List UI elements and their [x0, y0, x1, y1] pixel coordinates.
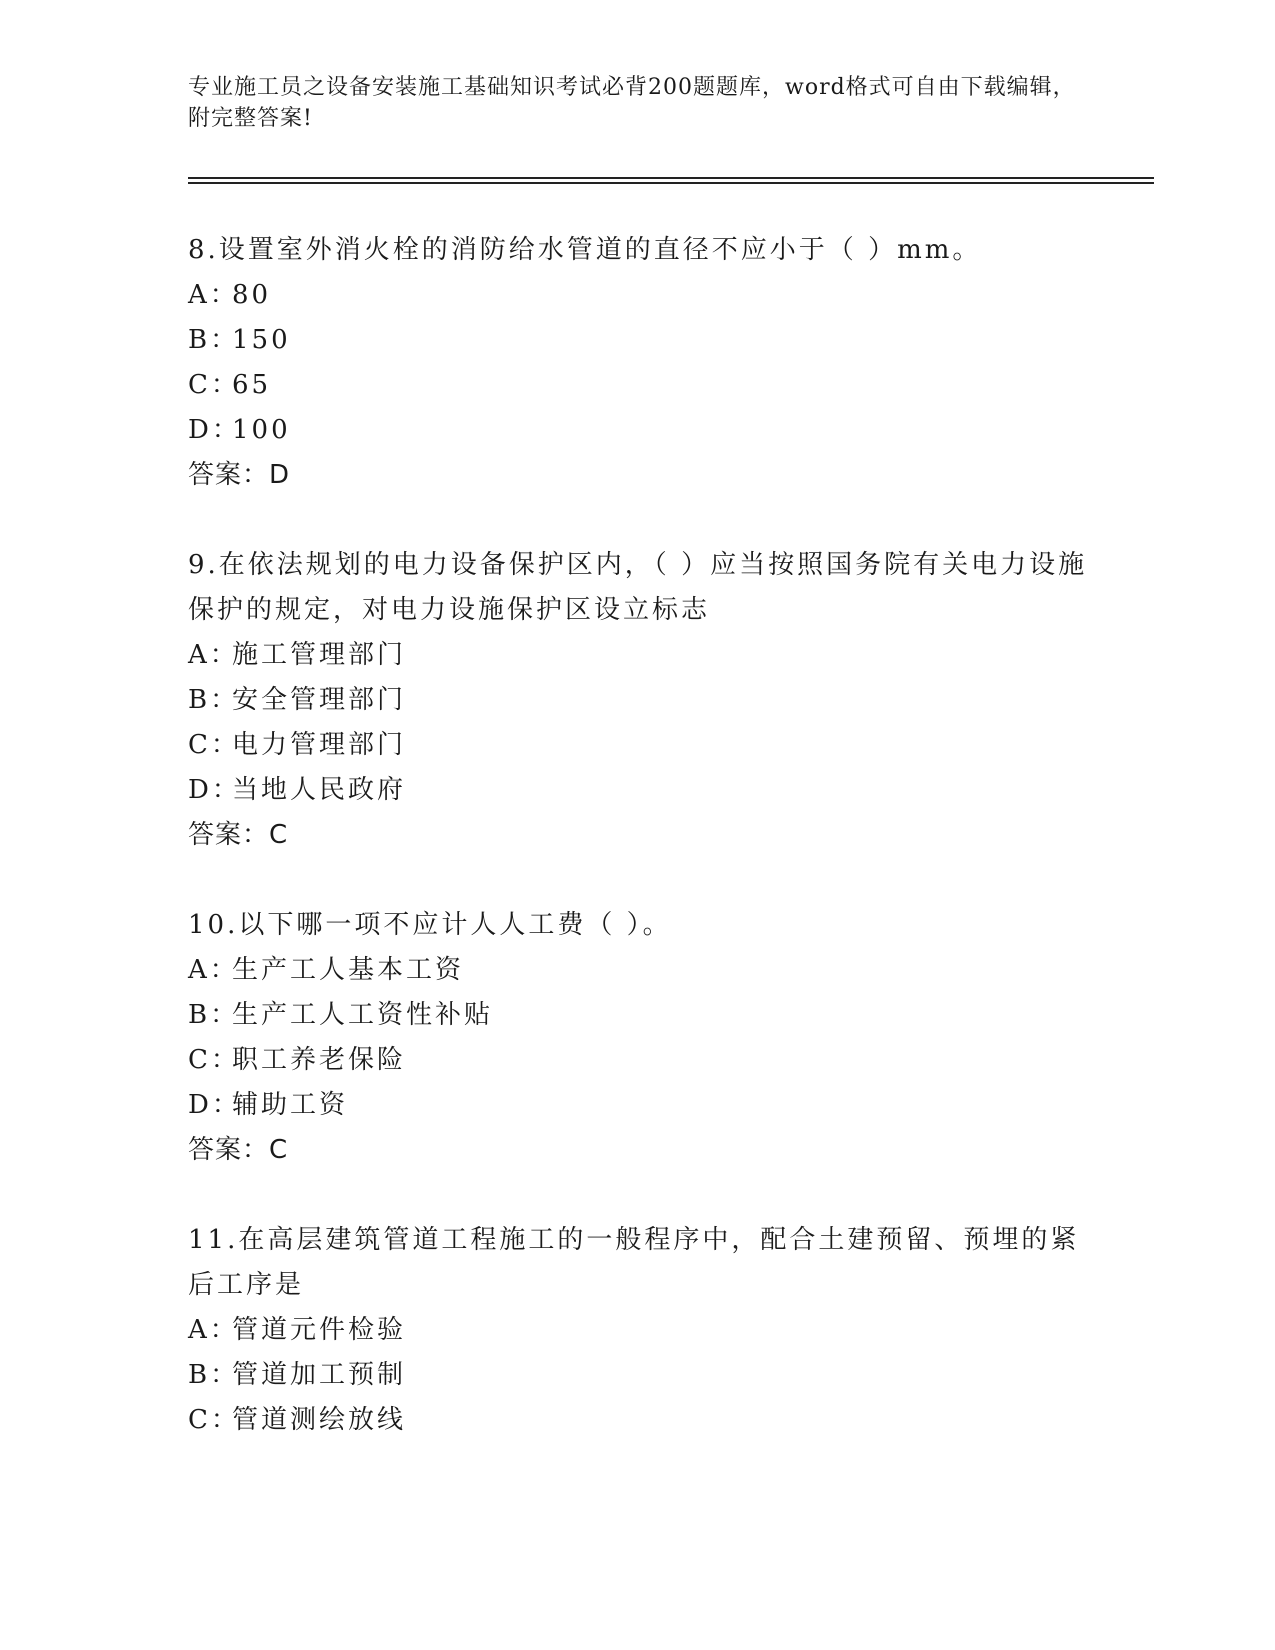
option-text: 80: [232, 280, 272, 310]
option-text: 管道测绘放线: [232, 1405, 407, 1435]
option-key: A：: [188, 1315, 239, 1345]
question-text: 8.设置室外消火栓的消防给水管道的直径不应小于（ ）mm。: [188, 235, 982, 265]
question-text: 10.以下哪一项不应计人人工费（ ）。: [188, 910, 672, 940]
option-row: [188, 1308, 1088, 1353]
header-divider-bottom: [188, 182, 1154, 184]
option-text: 100: [232, 415, 291, 445]
question-block: [188, 543, 1088, 858]
option-row: [188, 408, 1088, 453]
option-key: C：: [188, 370, 240, 400]
option-key: C：: [188, 1045, 240, 1075]
answer-line: 答案：C: [188, 1135, 289, 1165]
option-row: [188, 678, 1088, 723]
option-text: 辅助工资: [232, 1090, 349, 1120]
option-key: D：: [188, 1090, 241, 1120]
option-text: 当地人民政府: [232, 775, 407, 805]
option-key: C：: [188, 730, 240, 760]
option-row: [188, 948, 1088, 993]
question-block: [188, 1218, 1088, 1443]
option-key: C：: [188, 1405, 240, 1435]
option-key: D：: [188, 775, 241, 805]
question-text: 9.在依法规划的电力设备保护区内，（ ）应当按照国务院有关电力设施保护的规定，对电力设施保护区设立标志: [188, 550, 1088, 625]
option-text: 65: [232, 370, 272, 400]
option-key: A：: [188, 280, 239, 310]
option-text: 150: [232, 325, 291, 355]
option-key: B：: [188, 1000, 240, 1030]
question-text: 11.在高层建筑管道工程施工的一般程序中，配合土建预留、预埋的紧后工序是: [188, 1225, 1080, 1300]
option-key: B：: [188, 325, 240, 355]
option-text: 安全管理部门: [232, 685, 407, 715]
option-text: 管道元件检验: [232, 1315, 407, 1345]
option-row: [188, 1038, 1088, 1083]
answer-line: 答案：C: [188, 820, 289, 850]
option-text: 施工管理部门: [232, 640, 407, 670]
option-row: [188, 363, 1088, 408]
option-row: [188, 993, 1088, 1038]
option-row: [188, 633, 1088, 678]
option-key: A：: [188, 955, 239, 985]
question-block: [188, 903, 1088, 1173]
question-block: [188, 228, 1088, 498]
option-row: [188, 723, 1088, 768]
option-row: [188, 1353, 1088, 1398]
option-text: 生产工人基本工资: [232, 955, 465, 985]
header-divider-top: [188, 177, 1154, 179]
option-key: D：: [188, 415, 241, 445]
option-key: A：: [188, 640, 239, 670]
option-row: [188, 768, 1088, 813]
option-text: 管道加工预制: [232, 1360, 407, 1390]
option-row: [188, 1083, 1088, 1128]
option-text: 职工养老保险: [232, 1045, 407, 1075]
option-row: [188, 273, 1088, 318]
answer-line: 答案：D: [188, 460, 291, 490]
option-row: [188, 1398, 1088, 1443]
option-key: B：: [188, 1360, 240, 1390]
option-key: B：: [188, 685, 240, 715]
option-text: 生产工人工资性补贴: [232, 1000, 494, 1030]
option-text: 电力管理部门: [232, 730, 407, 760]
document-header: 专业施工员之设备安装施工基础知识考试必背200题题库，word格式可自由下载编辑，附完整答案!: [188, 75, 1076, 131]
question-list: [188, 228, 1088, 1488]
option-row: [188, 318, 1088, 363]
